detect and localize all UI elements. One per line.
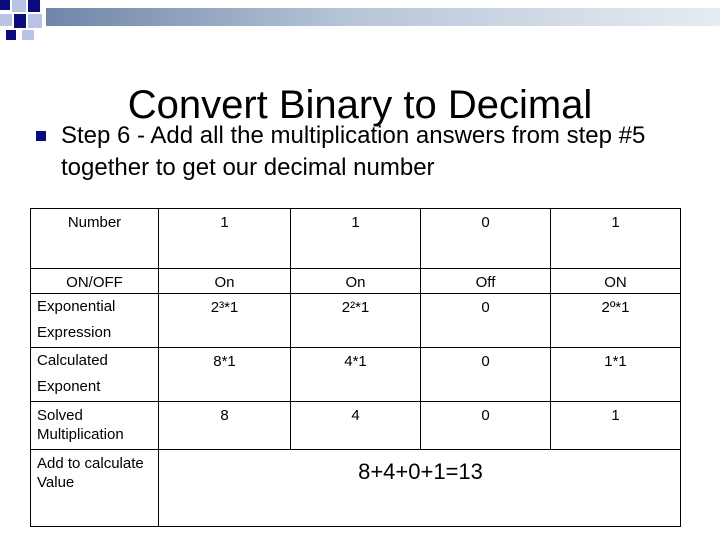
table-cell: 1 bbox=[291, 209, 421, 269]
row-label: ON/OFF bbox=[31, 269, 159, 294]
table-cell: ON bbox=[551, 269, 681, 294]
deco-square bbox=[12, 0, 26, 12]
header-gradient-bar bbox=[46, 8, 720, 26]
slide-title: Convert Binary to Decimal bbox=[127, 82, 593, 127]
conversion-table bbox=[30, 208, 681, 527]
square-bullet-icon bbox=[36, 131, 46, 141]
table-cell: 1 bbox=[551, 402, 681, 450]
bullet-text: Step 6 - Add all the multiplication answers from step #5 together to get our decimal number bbox=[61, 122, 646, 181]
table-cell: 4 bbox=[291, 402, 421, 450]
table-row bbox=[31, 348, 681, 402]
table-cell: 0 bbox=[421, 294, 551, 348]
deco-square bbox=[0, 0, 10, 10]
deco-square bbox=[28, 0, 40, 12]
deco-square bbox=[22, 30, 34, 40]
row-label: Calculated Exponent bbox=[31, 348, 159, 402]
table-cell: 8*1 bbox=[159, 348, 291, 402]
table-cell: 0 bbox=[421, 402, 551, 450]
deco-square bbox=[14, 14, 26, 28]
table-cell: 1 bbox=[551, 209, 681, 269]
table-row bbox=[31, 209, 681, 269]
table-row bbox=[31, 450, 681, 527]
bullet-item bbox=[36, 120, 696, 184]
table-cell: Off bbox=[421, 269, 551, 294]
table-cell: 2²*1 bbox=[291, 294, 421, 348]
table-row bbox=[31, 402, 681, 450]
deco-square bbox=[28, 14, 42, 28]
table-cell: 8 bbox=[159, 402, 291, 450]
table-cell: 4*1 bbox=[291, 348, 421, 402]
header-decoration bbox=[0, 0, 720, 44]
table-cell: On bbox=[291, 269, 421, 294]
table-cell: 2º*1 bbox=[551, 294, 681, 348]
row-label: Number bbox=[31, 209, 159, 269]
table-row bbox=[31, 294, 681, 348]
row-label: Solved Multiplication bbox=[31, 402, 159, 450]
table-cell: 1 bbox=[159, 209, 291, 269]
table-row bbox=[31, 269, 681, 294]
table-cell: 1*1 bbox=[551, 348, 681, 402]
deco-square bbox=[6, 30, 16, 40]
table-cell: On bbox=[159, 269, 291, 294]
result-cell: 8+4+0+1=13 bbox=[159, 450, 681, 527]
row-label: Exponential Expression bbox=[31, 294, 159, 348]
table-cell: 2³*1 bbox=[159, 294, 291, 348]
table-cell: 0 bbox=[421, 348, 551, 402]
deco-square bbox=[0, 14, 12, 26]
table-cell: 0 bbox=[421, 209, 551, 269]
row-label: Add to calculate Value bbox=[31, 450, 159, 527]
